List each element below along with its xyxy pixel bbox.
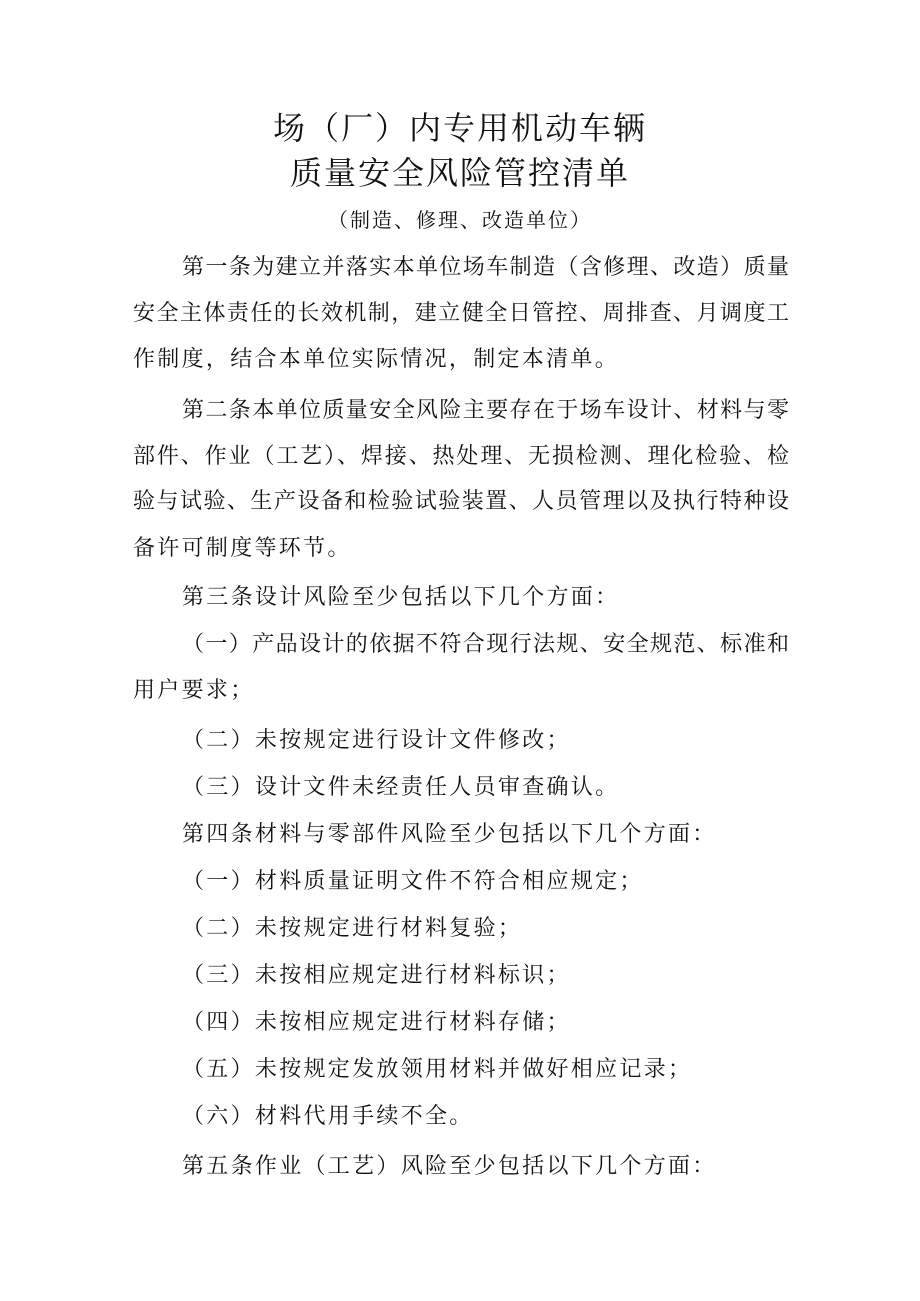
article-4-item-2: （二）未按规定进行材料复验； bbox=[182, 916, 523, 941]
doc-title-line-1: 场（厂）内专用机动车辆 bbox=[272, 109, 647, 147]
article-2-line-3: 验与试验、生产设备和检验试验装置、人员管理以及执行特种设 bbox=[133, 489, 789, 514]
doc-title-line-2: 质量安全风险管控清单 bbox=[289, 154, 630, 192]
doc-subtitle: （制造、修理、改造单位） bbox=[328, 208, 592, 232]
article-2-line-4: 备许可制度等环节。 bbox=[133, 536, 352, 561]
article-3-item-2: （二）未按规定进行设计文件修改； bbox=[182, 728, 571, 753]
article-4-item-1: （一）材料质量证明文件不符合相应规定； bbox=[182, 869, 644, 894]
article-1-line-2: 安全主体责任的长效机制，建立健全日管控、周排查、月调度工 bbox=[133, 301, 789, 326]
article-4-item-5: （五）未按规定发放领用材料并做好相应记录； bbox=[182, 1057, 693, 1082]
article-3-item-1-line-2: 用户要求； bbox=[133, 678, 255, 703]
article-3-heading: 第三条设计风险至少包括以下几个方面： bbox=[182, 585, 620, 610]
article-1-line-1: 第一条为建立并落实本单位场车制造（含修理、改造）质量 bbox=[182, 255, 789, 280]
article-5-heading: 第五条作业（工艺）风险至少包括以下几个方面： bbox=[182, 1154, 717, 1179]
article-4-item-6: （六）材料代用手续不全。 bbox=[182, 1104, 474, 1129]
article-1-line-3: 作制度，结合本单位实际情况，制定本清单。 bbox=[133, 347, 620, 372]
article-3-item-1-line-1: （一）产品设计的依据不符合现行法规、安全规范、标准和 bbox=[182, 632, 789, 657]
article-2-line-2: 部件、作业（工艺）、焊接、热处理、无损检测、理化检验、检 bbox=[133, 444, 789, 469]
article-2-line-1: 第二条本单位质量安全风险主要存在于场车设计、材料与零 bbox=[182, 398, 789, 423]
article-4-item-4: （四）未按相应规定进行材料存储； bbox=[182, 1010, 571, 1035]
article-4-item-3: （三）未按相应规定进行材料标识； bbox=[182, 963, 571, 988]
article-3-item-3: （三）设计文件未经责任人员审查确认。 bbox=[182, 775, 620, 800]
article-4-heading: 第四条材料与零部件风险至少包括以下几个方面： bbox=[182, 822, 717, 847]
